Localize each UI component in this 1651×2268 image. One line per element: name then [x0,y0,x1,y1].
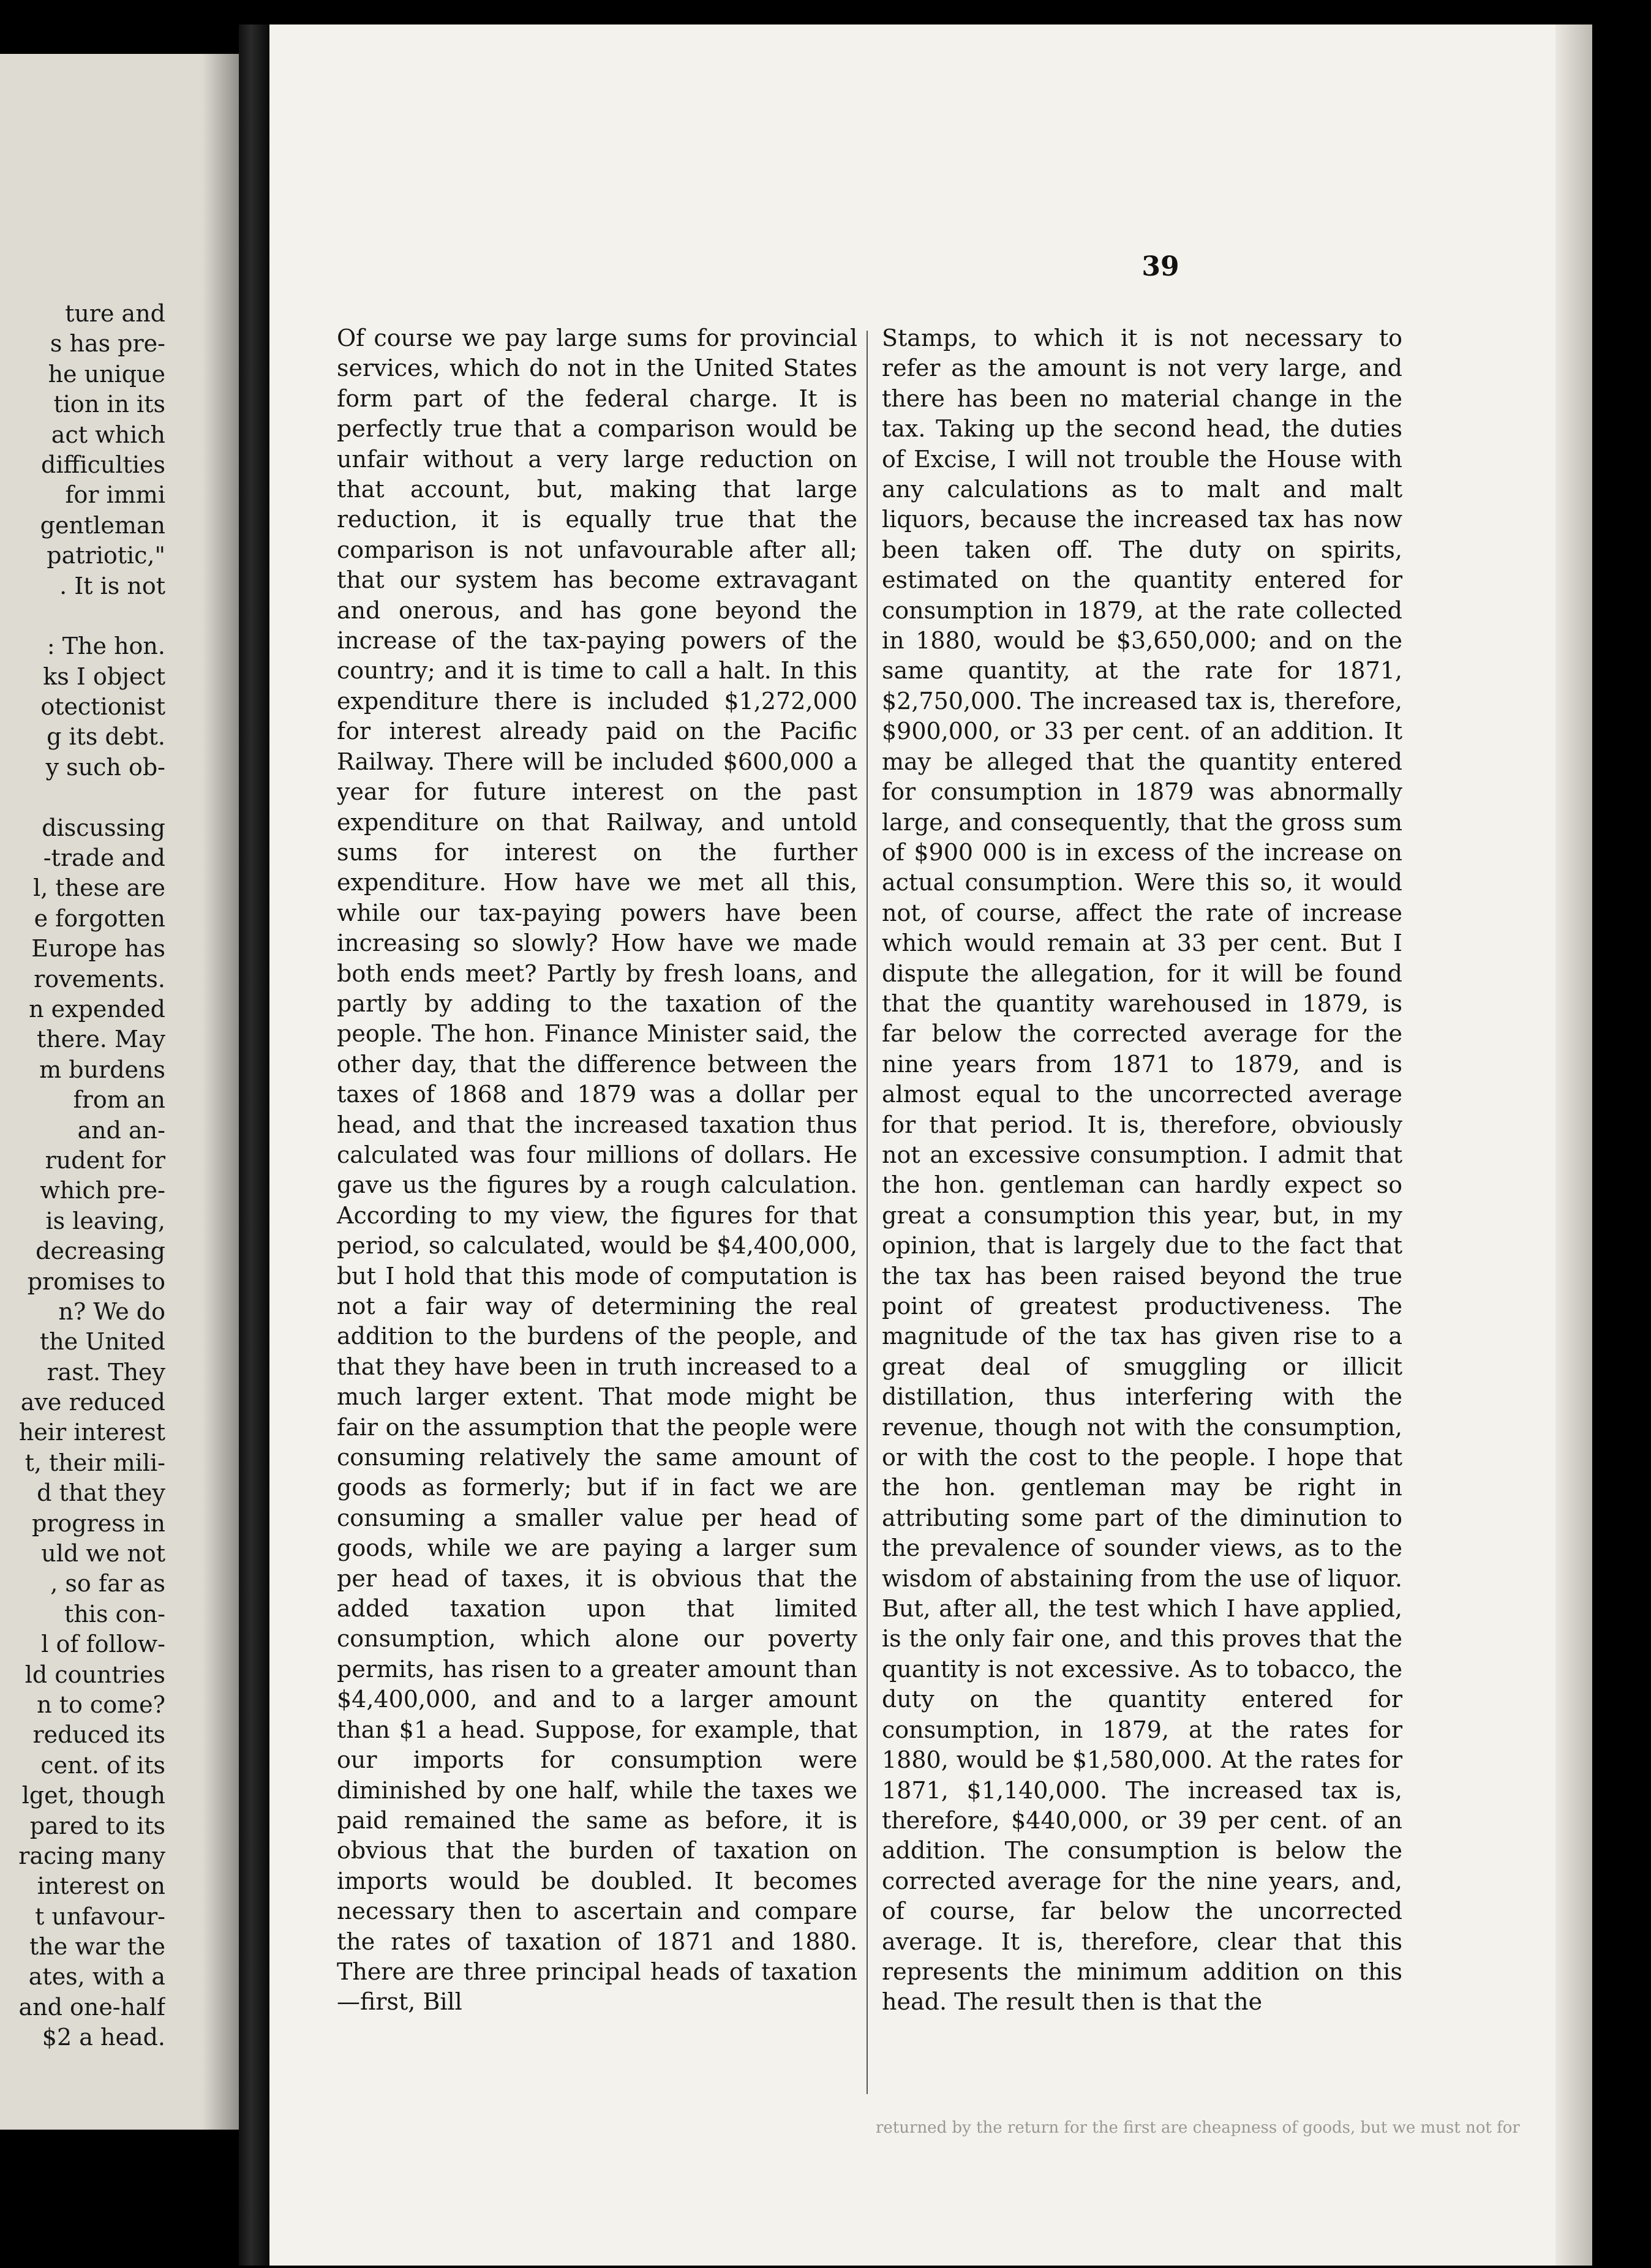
left-page-fragment-line: difficulties [41,451,165,478]
left-page-text-fragments [0,299,165,2053]
left-page-fragment-line: racing many [18,1842,165,1869]
left-page-fragment-line: n to come? [37,1691,165,1718]
left-page-fragment-line: the war the [29,1933,165,1961]
left-page-fragment-line: tion in its [53,391,165,418]
left-page-fragment-line: otectionist [40,693,165,721]
page-edge [1555,24,1592,2266]
left-page-fragment-line: promises to [27,1267,165,1295]
left-page-fragment-line: lget, though [21,1782,165,1809]
facing-left-page [0,54,239,2130]
left-page-fragment-line: pared to its [29,1812,165,1839]
left-page-fragment-line: is leaving, [45,1207,165,1234]
left-page-fragment-line: ture and [65,300,165,327]
book-gutter [239,24,269,2266]
left-page-fragment-line: uld we not [41,1540,165,1568]
left-page-fragment-line: and one-half [18,1993,165,2021]
left-page-fragment-line: patriotic," [47,542,165,569]
left-page-fragment-line: e forgotten [34,904,165,932]
left-page-fragment-line: for immi [65,481,165,509]
left-page-fragment-line: : The hon. [47,633,165,660]
text-column-right: Stamps, to which it is not necessary to refer as the amount is not very large, and there has been no material change in the tax. Taking up the second head, the duties of Excise, I will not trouble the House with any calculations as to malt and malt liquors, because the increased tax has now been taken off. The duty on spirits, estimated on the quantity entered for consumption in 1879, at the rate collected in 1880, would be $3,650,000; and on the same quantity, at the rate for 1871, $2,750,000. The increased tax is, therefore, $900,000, or 33 per cent. of an addition. It may be alleged that the quantity entered for consumption in 1879 was abnormally large, and consequently, that the gross sum of $900 000 is in excess of the increase on actual consumption. Were this so, it would not, of course, affect the rate of increase which would remain at 33 per cent. But I dispute the allegation, for it will be found that the quantity warehoused in 1879, is far below the corrected average for the nine years from 1871 to 1879, and is almost equal to the uncorrected average for that period. It is, therefore, obviously not an excessive consumption. I admit that the hon. gentleman can hardly expect so great a consumption this year, but, in my opinion, that is largely due to the fact that the tax has been raised beyond the true point of greatest productiveness. The magnitude of the tax has given rise to a great deal of smuggling or illicit distillation, thus interfering with the revenue, though not with the consumption, or with the cost to the people. I hope that the hon. gentleman may be right in attributing some part of the diminution to the prevalence of sounder views, as to the wisdom of abstaining from the use of liquor. But, after all, the test which I have applied, is the only fair one, and this proves that the quantity is not excessive. As to tobacco, the duty on the quantity entered for consumption, in 1879, at the rates for 1880, would be $1,580,000. At the rates for 1871, $1,140,000. The increased tax is, therefore, $440,000, or 39 per cent. of an addition. The consumption is below the corrected average for the nine years, and, of course, far below the uncorrected average. It is, therefore, clear that this represents the minimum addition on this head. The result then is that the [882,325,1402,2016]
left-page-fragment-line: d that they [37,1479,165,1507]
left-page-fragment-line: gentleman [40,511,165,539]
left-page-fragment-line: m burdens [39,1056,165,1083]
left-page-fragment-line: he unique [48,360,165,388]
text-column-left: Of course we pay large sums for provincial services, which do not in the United States form part of the federal charge. It is perfectly true that a comparison would be unfair without a very large reduction on that account, but, making that large reduction, it is equally true that the comparison is not unfavourable after all; that our system has become extravagant and onerous, and has gone beyond the increase of the tax-paying powers of the country; and it is time to call a halt. In this expenditure there is included $1,272,000 for interest already paid on the Pacific Railway. There will be included $600,000 a year for future interest on the past expenditure on that Railway, and untold sums for interest on the further expenditure. How have we met all this, while our tax-paying powers have been increasing so slowly? How have we made both ends meet? Partly by fresh loans, and partly by adding to the taxation of the people. The hon. Finance Minister said, the other day, that the difference between the taxes of 1868 and 1879 was a dollar per head, and that the increased taxation thus calculated was four millions of dollars. He gave us the figures by a rough calculation. According to my view, the figures for that period, so calculated, would be $4,400,000, but I hold that this mode of computation is not a fair way of determining the real addition to the burdens of the people, and that they have been in truth increased to a much larger extent. That mode might be fair on the assumption that the people were consuming relatively the same amount of goods as formerly; but if in fact we are consuming a smaller value per head of goods, while we are paying a larger sum per head of taxes, it is obvious that the added taxation upon that limited consumption, which alone our poverty permits, has risen to a greater amount than $4,400,000, and and to a larger amount than $1 a head. Suppose, for example, that our imports for consumption were diminished by one half, while the taxes we paid remained the same as before, it is obvious that the burden of taxation on imports would be doubled. It becomes necessary then to ascertain and compare the rates of taxation of 1871 and 1880. There are three principal heads of taxation—first, Bill [337,325,857,2016]
left-page-fragment-line: this con- [64,1600,165,1628]
left-page-fragment-line: ates, with a [28,1963,165,1991]
left-page-fragment-line [0,783,165,813]
left-page-fragment-line: -trade and [43,844,165,872]
left-page-fragment-line: interest on [37,1872,165,1900]
left-page-fragment-line: y such ob- [45,753,165,781]
left-page-fragment-line: progress in [31,1509,165,1537]
left-page-shadow [202,54,239,2130]
left-page-fragment-line: s has pre- [50,330,165,358]
left-page-fragment-line: , so far as [50,1570,165,1598]
bleed-through-text: returned by the return for the first are cheapness of goods, but we must not for [876,2119,1520,2137]
right-page [269,24,1592,2266]
left-page-fragment-line: t, their mili- [24,1449,165,1476]
left-page-fragment-line: cent. of its [40,1751,165,1779]
left-page-fragment-line: $2 a head. [42,2024,165,2051]
left-page-fragment-line: rast. They [47,1358,165,1386]
left-page-fragment-line: and an- [77,1116,165,1144]
left-page-fragment-line: from an [73,1086,165,1114]
left-page-fragment-line: n? We do [58,1297,165,1325]
left-page-fragment-line: ave reduced [20,1389,165,1416]
left-page-fragment-line: the United [39,1328,165,1356]
left-page-fragment-line: l, these are [33,874,165,902]
left-page-fragment-line: l of follow- [41,1631,165,1658]
left-page-fragment-line: act which [51,421,165,448]
page-number: 39 [1141,251,1179,282]
left-page-fragment-line: rudent for [45,1146,165,1174]
left-page-fragment-line: heir interest [18,1419,165,1446]
left-page-fragment-line: discussing [42,814,165,841]
left-page-fragment-line: there. May [36,1026,165,1053]
left-page-fragment-line: ld countries [24,1661,165,1688]
left-page-fragment-line: . It is not [59,572,165,599]
left-page-fragment-line: rovements. [34,965,165,993]
left-page-fragment-line: Europe has [31,935,165,963]
left-page-fragment-line: decreasing [36,1237,165,1265]
left-page-fragment-line: n expended [29,995,165,1023]
left-page-fragment-line: ks I object [43,663,165,690]
left-page-fragment-line: g its debt. [47,723,165,751]
left-page-fragment-line: t unfavour- [35,1902,165,1930]
left-page-fragment-line: reduced its [32,1721,165,1749]
column-divider [867,331,868,2094]
left-page-fragment-line: which pre- [40,1177,165,1204]
left-page-fragment-line [0,601,165,631]
